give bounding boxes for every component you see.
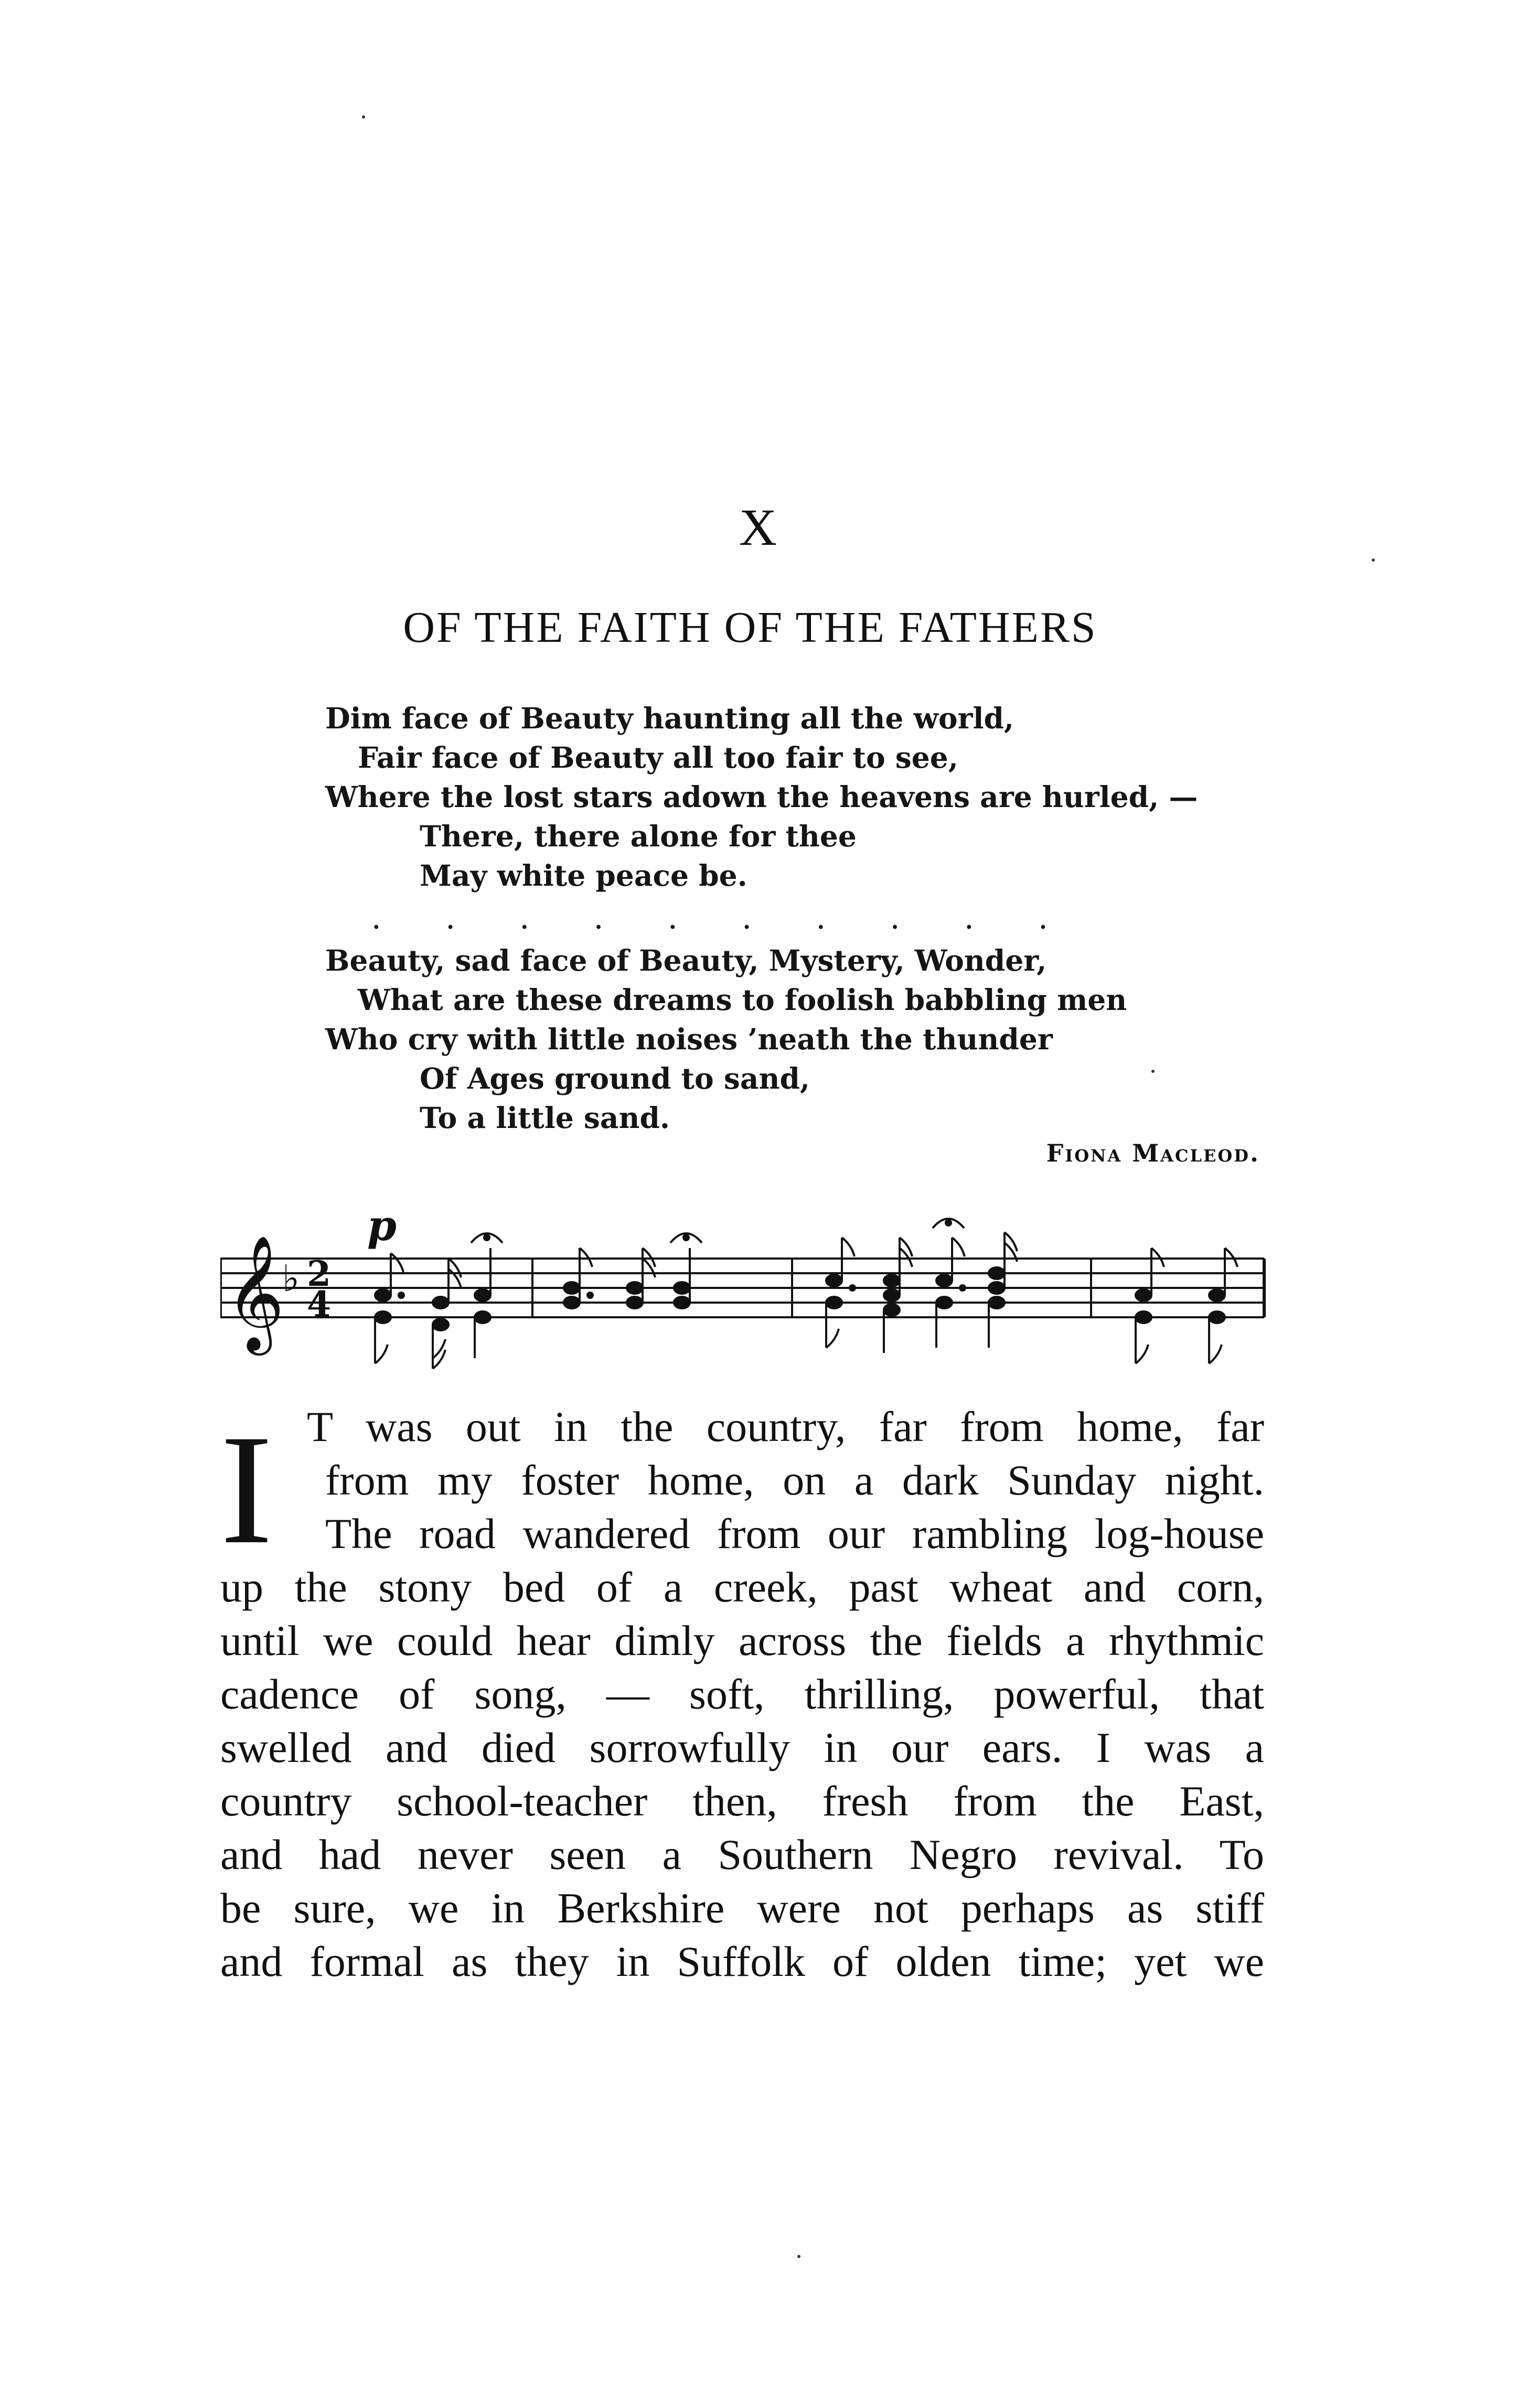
body-line: up the stony bed of a creek, past wheat and corn, (220, 1563, 1264, 1611)
chapter-title: OF THE FAITH OF THE FATHERS (403, 603, 1097, 652)
body-line: from my foster home, on a dark Sunday night. (325, 1456, 1264, 1504)
dynamic-piano: p (367, 1201, 397, 1250)
time-signature-bottom: 4 (307, 1284, 331, 1325)
poem-line: Dim face of Beauty haunting all the world, (325, 701, 1014, 735)
paper-speck (797, 2255, 800, 2258)
paper-speck (1151, 1070, 1155, 1073)
music-staff-excerpt (220, 1196, 1269, 1384)
flat-icon: ♭ (282, 1257, 300, 1300)
body-line: and had never seen a Southern Negro revival. To (220, 1831, 1264, 1878)
body-line: and formal as they in Suffolk of olden time; yet we (220, 1938, 1264, 1985)
fermata-icons (471, 1219, 964, 1243)
poem-line: Who cry with little noises ’neath the thunder (325, 1022, 1053, 1056)
poem-line: Of Ages ground to sand, (420, 1061, 810, 1095)
body-line: T was out in the country, far from home, far (307, 1403, 1264, 1450)
body-line: cadence of song, — soft, thrilling, powerful, that (220, 1670, 1264, 1718)
body-line: be sure, we in Berkshire were not perhaps as stiff (220, 1884, 1264, 1932)
poem-line: Where the lost stars adown the heavens are hurled, — (325, 780, 1198, 814)
poem-line: Fair face of Beauty all too fair to see, (358, 740, 958, 775)
paper-speck (362, 115, 365, 119)
poem-line: Beauty, sad face of Beauty, Mystery, Wonder, (325, 943, 1047, 977)
body-line: swelled and died sorrowfully in our ears. I was a (220, 1724, 1264, 1771)
body-line: The road wandered from our rambling log-house (325, 1510, 1264, 1557)
chapter-number: X (739, 498, 778, 556)
time-signature-top: 2 (307, 1253, 331, 1294)
body-line: country school-teacher then, fresh from the East, (220, 1777, 1264, 1825)
epigraph-attribution: Fiona Macleod. (1046, 1139, 1260, 1167)
treble-clef-icon: 𝄞 (226, 1234, 285, 1350)
poem-line: There, there alone for thee (420, 819, 857, 853)
notes (375, 1232, 1237, 1369)
poem-ellipsis: . . . . . . . . . . (372, 908, 1076, 934)
body-line: until we could hear dimly across the fields a rhythmic (220, 1617, 1264, 1664)
paper-speck (1372, 558, 1375, 562)
poem-line: May white peace be. (420, 858, 747, 893)
poem-line: To a little sand. (420, 1101, 670, 1135)
poem-line: What are these dreams to foolish babbling men (358, 983, 1127, 1017)
drop-cap: I (220, 1402, 273, 1576)
